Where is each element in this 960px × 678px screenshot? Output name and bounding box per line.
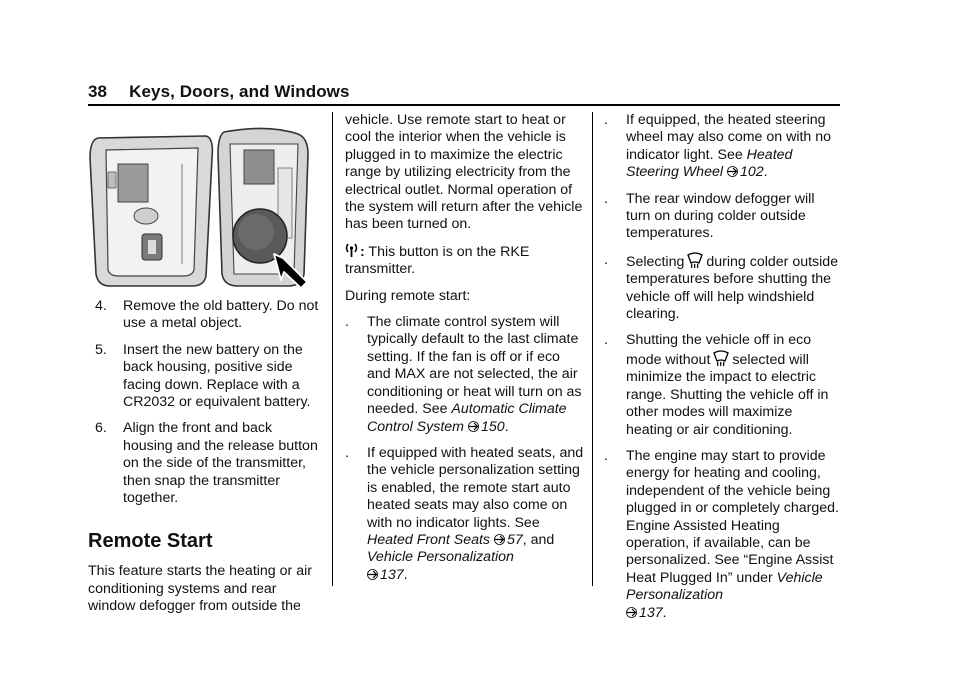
cross-reference: Automatic Climate Control System	[367, 401, 567, 435]
bullet-text: Shutting the vehicle off in eco mode without	[626, 332, 812, 368]
page-ref: 137	[639, 604, 663, 621]
section-intro: This feature starts the heating or air conditioning systems and rear window defogger from outside the	[88, 563, 312, 615]
rke-note-text: This button is on the RKE transmitter.	[345, 243, 530, 278]
column-divider-2	[592, 112, 593, 586]
bullet: .	[604, 251, 608, 268]
bullet-text: If equipped, the heated steering wheel may also come on with no indicator light. See	[626, 112, 832, 163]
bullet-text: Selecting	[626, 253, 685, 270]
step-text: Insert the new battery on the back housing, positive side facing down. Replace with a CR2032 or equivalent battery.	[123, 341, 311, 411]
rke-note	[345, 243, 585, 279]
header-rule	[88, 104, 840, 106]
step-number: 5.	[95, 341, 107, 358]
key-fob-battery-illustration	[88, 124, 313, 290]
rke-colon: :	[360, 243, 365, 260]
column-1	[88, 112, 323, 625]
page-number: 38	[88, 82, 108, 101]
chapter-title: Keys, Doors, and Windows	[129, 82, 350, 101]
column-2	[345, 112, 585, 593]
bullet: .	[345, 314, 349, 331]
step-text: Remove the old battery. Do not use a metal object.	[123, 298, 319, 332]
page-ref: 137	[380, 566, 404, 583]
bullet: .	[345, 444, 349, 461]
list-item	[604, 332, 842, 438]
page-arrow-icon	[626, 607, 637, 618]
bullet: .	[604, 447, 608, 464]
during-label: During remote start:	[345, 287, 471, 304]
page-ref: 102	[739, 164, 764, 181]
step-4	[88, 298, 323, 333]
list-item: . The engine may start to provide energy for heating and cooling, independent of the vehicle being plugged in or completely charged. Engine Assisted Heating operation, if available, can be personalized. See “Engine Assist Heat Plugged In” under Vehicle Personalization 137.	[604, 447, 839, 621]
remote-start-icon	[345, 243, 358, 258]
bullet: .	[604, 332, 608, 349]
list-item	[604, 191, 842, 243]
windshield-defrost-icon	[686, 252, 704, 270]
bullet-text: The rear window defogger will turn on during colder outside temperatures.	[626, 190, 815, 242]
bullet: .	[604, 112, 608, 128]
list-item: . If equipped, the heated steering wheel may also come on with no indicator light. See Heated Steering Wheel 102.	[604, 112, 832, 181]
section-heading: Remote Start	[88, 530, 213, 553]
bullet-text: selected will minimize the impact to electric range. Shutting the vehicle off in other modes will maximize heating or air conditioning.	[626, 351, 829, 438]
column-3	[604, 112, 842, 631]
step-number: 6.	[95, 420, 107, 437]
page-ref: 57	[506, 531, 523, 548]
page-header	[88, 82, 350, 102]
cross-reference: Heated Steering Wheel	[626, 146, 793, 181]
bullet-text: The engine may start to provide energy for heating and cooling, independent of the vehicle being plugged in or completely charged. Engine Assisted Heating operation, if available, can be personalized. See “Engine Assist Heat Plugged In” under	[626, 447, 839, 586]
bullet: .	[604, 190, 608, 207]
cross-reference: Heated Front Seats	[367, 531, 491, 548]
page-arrow-icon	[494, 534, 505, 545]
bullet-text: during colder outside temperatures before shutting the vehicle off will help windshield clearing.	[626, 253, 839, 323]
bullet-text: The climate control system will typically default to the last climate setting. If the fan is off or if eco and MAX are not selected, the air conditioning or heat will turn on as needed. See	[367, 314, 582, 418]
list-item: . If equipped with heated seats, and the vehicle personalization setting is enabled, the remote start auto heated seats may also come on with no indicator lights. See Heated Front Seats 57, and Vehicle Personalization 137.	[345, 444, 584, 583]
page-arrow-icon	[468, 421, 479, 432]
cross-reference: Vehicle Personalization	[367, 549, 514, 566]
list-item	[604, 252, 842, 324]
cross-reference: Vehicle Personalization	[626, 569, 823, 604]
section-intro-continued: vehicle. Use remote start to heat or cool the interior when the vehicle is plugged in to maximize the electric range by utilizing electricity from the electrical outlet. Normal operation of the system will return after the vehicle has been turned on.	[345, 112, 583, 233]
list-item: . The climate control system will typically default to the last climate setting. If the fan is off or if eco and MAX are not selected, the air conditioning or heat will turn on as needed. See Automatic Climate Control System 150.	[345, 314, 582, 435]
page-arrow-icon	[367, 569, 378, 580]
page-ref: 150	[480, 418, 505, 435]
step-number: 4.	[95, 298, 107, 314]
step-6	[88, 420, 323, 507]
windshield-defrost-icon	[712, 350, 730, 368]
bullet-text: If equipped with heated seats, and the vehicle personalization setting is enabled, the remote start auto heated seats may also come on with no indicator lights. See	[367, 444, 584, 531]
step-5	[88, 342, 323, 412]
step-text: Align the front and back housing and the release button on the side of the transmitter, then snap the transmitter together.	[123, 420, 318, 507]
page-arrow-icon	[727, 166, 738, 177]
column-divider-1	[332, 112, 333, 586]
